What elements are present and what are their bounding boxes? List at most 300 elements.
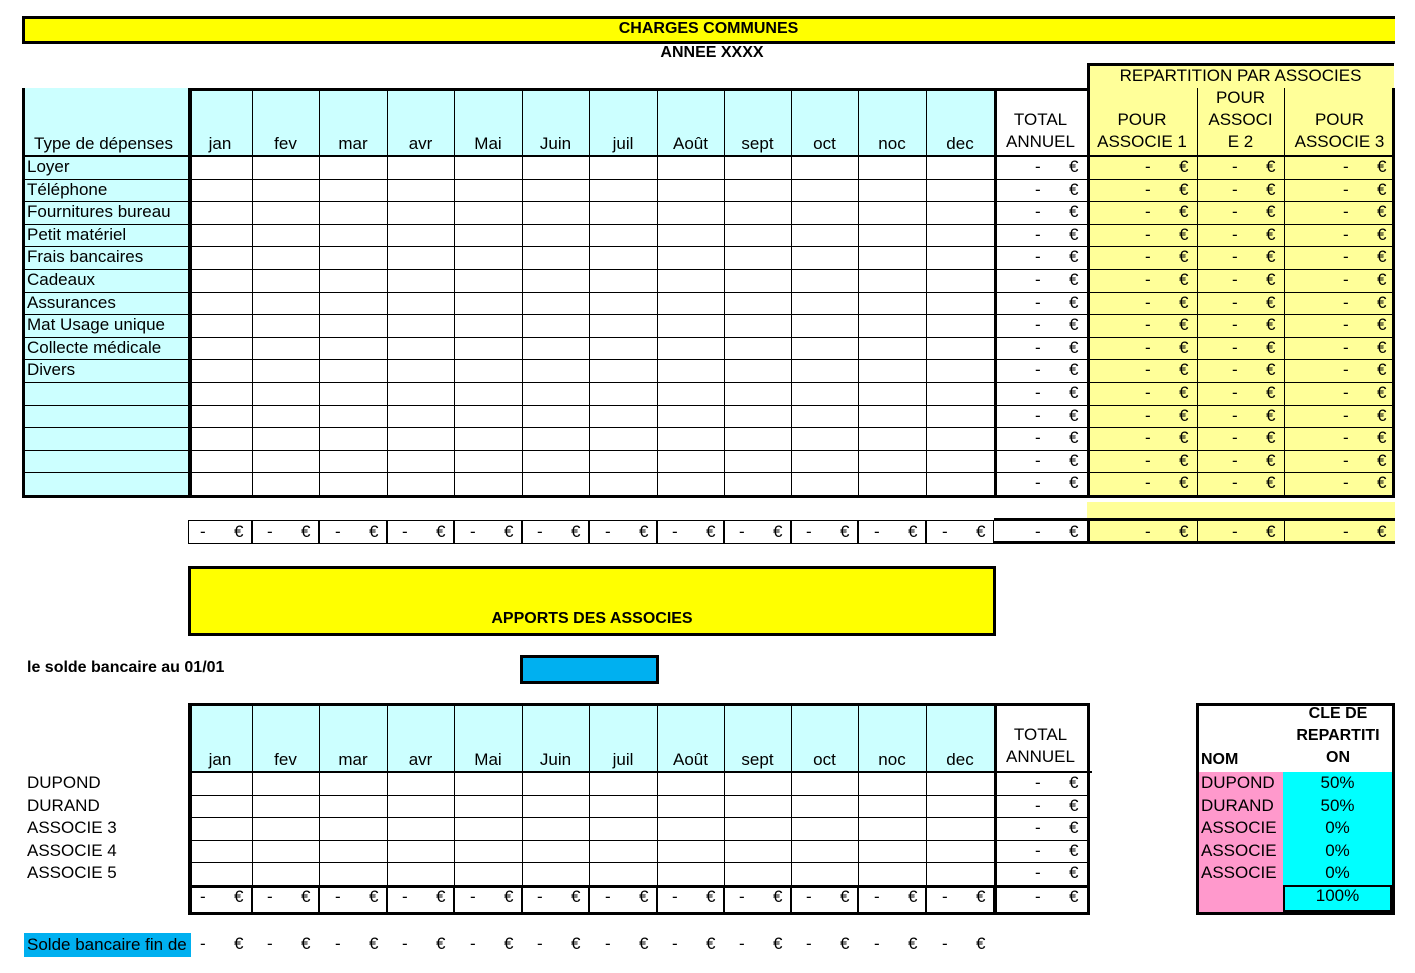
month-cell[interactable] [319, 179, 387, 202]
assoc-euro: € [1377, 473, 1387, 493]
assoc-dash: - [1343, 450, 1349, 470]
month-cell[interactable] [188, 246, 252, 269]
month-cell[interactable] [387, 314, 454, 337]
cle-percent: 0% [1325, 863, 1350, 883]
month-cell[interactable] [589, 359, 657, 382]
apports-cell[interactable] [589, 862, 657, 885]
month-cell[interactable] [387, 292, 454, 315]
month-cell[interactable] [657, 382, 724, 405]
month-total-dash: - [267, 522, 273, 541]
month-cell[interactable] [454, 450, 522, 473]
month-cell[interactable] [724, 450, 791, 473]
month-cell[interactable] [454, 246, 522, 269]
month-cell[interactable] [319, 472, 387, 495]
month-cell[interactable] [522, 292, 589, 315]
month-cell[interactable] [188, 337, 252, 360]
cle-name-foot [1199, 885, 1283, 912]
apports-cell[interactable] [522, 817, 589, 840]
month-cell[interactable] [454, 382, 522, 405]
apports-cell[interactable] [252, 840, 319, 863]
month-cell[interactable] [926, 382, 994, 405]
month-cell[interactable] [454, 472, 522, 495]
assoc-dash: - [1232, 337, 1238, 357]
month-cell[interactable] [252, 269, 319, 292]
month-cell[interactable] [252, 224, 319, 247]
annual-total-dash: - [1035, 522, 1041, 541]
month-cell[interactable] [858, 472, 926, 495]
month-cell[interactable] [589, 201, 657, 224]
month-cell[interactable] [188, 382, 252, 405]
solde-input[interactable] [520, 655, 659, 684]
month-cell[interactable] [589, 472, 657, 495]
month-header-label: dec [946, 134, 974, 153]
assoc-dash: - [1343, 405, 1349, 425]
assoc-dash: - [1343, 157, 1349, 176]
apports-cell[interactable] [926, 862, 994, 885]
month-cell[interactable] [791, 201, 858, 224]
apports-cell[interactable] [657, 772, 724, 795]
apports-cell[interactable] [791, 795, 858, 818]
month-cell[interactable] [724, 292, 791, 315]
month-cell[interactable] [522, 224, 589, 247]
month-cell[interactable] [791, 359, 858, 382]
cle-name: DUPOND [1201, 773, 1275, 792]
month-cell[interactable] [791, 382, 858, 405]
month-cell[interactable] [319, 359, 387, 382]
month-cell[interactable] [926, 179, 994, 202]
table-header-bottom [22, 155, 1395, 157]
month-cell[interactable] [454, 179, 522, 202]
month-cell[interactable] [319, 292, 387, 315]
apports-cell[interactable] [589, 772, 657, 795]
month-cell[interactable] [522, 472, 589, 495]
apports-cell[interactable] [522, 862, 589, 885]
month-total-euro: € [976, 522, 986, 541]
apports-cell[interactable] [188, 840, 252, 863]
month-cell[interactable] [657, 405, 724, 428]
month-cell[interactable] [387, 427, 454, 450]
month-cell[interactable] [589, 224, 657, 247]
month-cell[interactable] [791, 269, 858, 292]
month-cell[interactable] [589, 337, 657, 360]
month-cell[interactable] [252, 427, 319, 450]
month-cell[interactable] [657, 224, 724, 247]
month-cell[interactable] [188, 450, 252, 473]
assoc-euro: € [1377, 405, 1387, 425]
month-cell[interactable] [791, 179, 858, 202]
month-cell[interactable] [589, 450, 657, 473]
apports-cell[interactable] [657, 817, 724, 840]
month-cell[interactable] [926, 201, 994, 224]
month-cell[interactable] [589, 246, 657, 269]
apports-month-label: Juin [539, 750, 572, 769]
apports-cell[interactable] [387, 862, 454, 885]
apports-cell[interactable] [454, 840, 522, 863]
apports-cell[interactable] [522, 772, 589, 795]
apports-cell[interactable] [522, 840, 589, 863]
month-cell[interactable] [926, 427, 994, 450]
apports-cell[interactable] [724, 772, 791, 795]
apports-cell[interactable] [252, 862, 319, 885]
month-cell[interactable] [252, 405, 319, 428]
month-cell[interactable] [522, 405, 589, 428]
month-cell[interactable] [319, 314, 387, 337]
month-cell[interactable] [522, 382, 589, 405]
solde-fin-euro: € [234, 934, 244, 953]
apports-cell[interactable] [724, 817, 791, 840]
month-cell[interactable] [724, 156, 791, 179]
month-cell[interactable] [454, 292, 522, 315]
month-cell[interactable] [657, 179, 724, 202]
month-cell[interactable] [188, 427, 252, 450]
apports-cell[interactable] [724, 862, 791, 885]
month-cell[interactable] [188, 405, 252, 428]
month-cell[interactable] [589, 382, 657, 405]
month-cell[interactable] [926, 246, 994, 269]
month-cell[interactable] [657, 337, 724, 360]
month-header-label: mar [338, 134, 368, 153]
month-cell[interactable] [319, 450, 387, 473]
month-cell[interactable] [522, 427, 589, 450]
assoc-euro: € [1266, 247, 1276, 267]
month-cell[interactable] [454, 359, 522, 382]
month-cell[interactable] [926, 292, 994, 315]
month-cell[interactable] [791, 292, 858, 315]
month-cell[interactable] [522, 269, 589, 292]
month-cell[interactable] [926, 359, 994, 382]
month-cell[interactable] [791, 314, 858, 337]
month-cell[interactable] [926, 224, 994, 247]
apports-cell[interactable] [791, 840, 858, 863]
month-cell[interactable] [858, 382, 926, 405]
month-cell[interactable] [657, 269, 724, 292]
month-cell[interactable] [724, 201, 791, 224]
assoc-dash: - [1343, 270, 1349, 289]
month-cell[interactable] [791, 246, 858, 269]
apports-cell[interactable] [454, 817, 522, 840]
month-cell[interactable] [252, 337, 319, 360]
apports-cell[interactable] [926, 840, 994, 863]
apports-cell[interactable] [926, 795, 994, 818]
apports-cell[interactable] [589, 817, 657, 840]
month-cell[interactable] [319, 337, 387, 360]
apports-grand-total-dash: - [1035, 887, 1041, 906]
month-cell[interactable] [252, 156, 319, 179]
apports-cell[interactable] [454, 795, 522, 818]
month-cell[interactable] [252, 179, 319, 202]
month-cell[interactable] [188, 201, 252, 224]
apports-cell[interactable] [188, 862, 252, 885]
month-cell[interactable] [252, 359, 319, 382]
apports-cell[interactable] [657, 795, 724, 818]
month-cell[interactable] [657, 201, 724, 224]
month-cell[interactable] [319, 382, 387, 405]
month-cell[interactable] [188, 224, 252, 247]
month-cell[interactable] [657, 246, 724, 269]
month-cell[interactable] [188, 472, 252, 495]
month-cell[interactable] [724, 359, 791, 382]
apports-cell[interactable] [791, 772, 858, 795]
month-cell[interactable] [454, 405, 522, 428]
month-cell[interactable] [724, 224, 791, 247]
month-cell[interactable] [926, 156, 994, 179]
month-cell[interactable] [858, 246, 926, 269]
month-cell[interactable] [858, 201, 926, 224]
month-cell[interactable] [319, 427, 387, 450]
assoc-euro: € [1266, 179, 1276, 199]
month-cell[interactable] [387, 224, 454, 247]
month-cell[interactable] [252, 201, 319, 224]
month-cell[interactable] [188, 359, 252, 382]
apports-cell[interactable] [926, 772, 994, 795]
apports-total-dash: - [1035, 795, 1041, 815]
month-total-euro: € [639, 522, 649, 541]
month-cell[interactable] [724, 314, 791, 337]
apports-cell[interactable] [926, 817, 994, 840]
month-cell[interactable] [926, 450, 994, 473]
month-cell[interactable] [454, 156, 522, 179]
month-cell[interactable] [926, 269, 994, 292]
apports-cell[interactable] [657, 862, 724, 885]
month-cell[interactable] [319, 405, 387, 428]
month-cell[interactable] [858, 269, 926, 292]
month-cell[interactable] [387, 405, 454, 428]
assoc-euro: € [1179, 337, 1189, 357]
month-cell[interactable] [319, 269, 387, 292]
assoc-dash: - [1145, 360, 1151, 380]
apports-cell[interactable] [319, 862, 387, 885]
associate-totals-top-strip [1087, 502, 1395, 518]
apports-cell[interactable] [319, 795, 387, 818]
month-cell[interactable] [724, 179, 791, 202]
month-cell[interactable] [252, 292, 319, 315]
month-cell[interactable] [522, 337, 589, 360]
apports-cell[interactable] [724, 840, 791, 863]
apports-associate-name: DUPOND [27, 773, 101, 792]
apports-cell[interactable] [188, 772, 252, 795]
month-cell[interactable] [791, 156, 858, 179]
charges-totals-row [188, 518, 1395, 544]
apports-cell[interactable] [252, 795, 319, 818]
month-cell[interactable] [319, 246, 387, 269]
month-cell[interactable] [387, 359, 454, 382]
apports-cell[interactable] [791, 862, 858, 885]
month-cell[interactable] [724, 472, 791, 495]
month-cell[interactable] [387, 269, 454, 292]
apports-table [22, 703, 1092, 915]
solde-fin-euro: € [908, 934, 918, 953]
cle-name: ASSOCIE [1201, 840, 1277, 860]
month-cell[interactable] [522, 246, 589, 269]
month-cell[interactable] [387, 337, 454, 360]
month-cell[interactable] [791, 405, 858, 428]
month-cell[interactable] [791, 450, 858, 473]
assoc-dash: - [1145, 202, 1151, 222]
month-cell[interactable] [319, 201, 387, 224]
month-cell[interactable] [858, 427, 926, 450]
apports-month-total-dash: - [739, 887, 745, 906]
apports-total-euro: € [1069, 863, 1079, 883]
month-cell[interactable] [926, 405, 994, 428]
month-cell[interactable] [387, 382, 454, 405]
assoc-euro: € [1377, 450, 1387, 470]
month-cell[interactable] [589, 179, 657, 202]
month-cell[interactable] [724, 382, 791, 405]
apports-month-total-euro: € [773, 887, 783, 906]
month-cell[interactable] [188, 269, 252, 292]
apports-cell[interactable] [858, 795, 926, 818]
month-cell[interactable] [589, 314, 657, 337]
month-cell[interactable] [724, 427, 791, 450]
month-cell[interactable] [188, 292, 252, 315]
month-cell[interactable] [791, 472, 858, 495]
month-cell[interactable] [858, 179, 926, 202]
month-cell[interactable] [791, 224, 858, 247]
month-cell[interactable] [858, 450, 926, 473]
month-cell[interactable] [858, 314, 926, 337]
month-cell[interactable] [657, 314, 724, 337]
total-euro: € [1069, 450, 1079, 470]
apports-cell[interactable] [454, 862, 522, 885]
month-cell[interactable] [454, 427, 522, 450]
assoc-dash: - [1232, 405, 1238, 425]
month-cell[interactable] [454, 224, 522, 247]
month-cell[interactable] [791, 427, 858, 450]
apports-total-dash: - [1035, 863, 1041, 883]
month-cell[interactable] [926, 314, 994, 337]
month-cell[interactable] [252, 246, 319, 269]
month-header-label: sept [741, 134, 774, 153]
apports-cell[interactable] [791, 817, 858, 840]
month-cell[interactable] [319, 224, 387, 247]
apports-cell[interactable] [188, 817, 252, 840]
month-cell[interactable] [188, 314, 252, 337]
month-cell[interactable] [387, 156, 454, 179]
total-dash: - [1035, 360, 1041, 380]
apports-cell[interactable] [387, 817, 454, 840]
solde-fin-dash: - [335, 934, 341, 953]
month-cell[interactable] [387, 450, 454, 473]
month-cell[interactable] [589, 405, 657, 428]
month-cell[interactable] [657, 450, 724, 473]
month-cell[interactable] [858, 337, 926, 360]
assoc-dash: - [1145, 405, 1151, 425]
month-cell[interactable] [589, 427, 657, 450]
month-cell[interactable] [522, 359, 589, 382]
month-cell[interactable] [454, 314, 522, 337]
apports-associate-name: DURAND [27, 795, 100, 815]
apports-month-total-euro: € [976, 887, 986, 906]
apports-cell[interactable] [589, 840, 657, 863]
month-cell[interactable] [724, 246, 791, 269]
month-cell[interactable] [724, 405, 791, 428]
month-cell[interactable] [657, 292, 724, 315]
month-cell[interactable] [926, 337, 994, 360]
month-cell[interactable] [387, 472, 454, 495]
month-total-dash: - [806, 522, 812, 541]
apports-cell[interactable] [454, 772, 522, 795]
month-cell[interactable] [522, 179, 589, 202]
month-cell[interactable] [454, 269, 522, 292]
total-euro: € [1069, 270, 1079, 289]
apports-cell[interactable] [522, 795, 589, 818]
month-cell[interactable] [387, 179, 454, 202]
apports-cell[interactable] [319, 840, 387, 863]
apports-cell[interactable] [657, 840, 724, 863]
apports-cell[interactable] [387, 772, 454, 795]
month-cell[interactable] [522, 450, 589, 473]
month-cell[interactable] [657, 156, 724, 179]
month-cell[interactable] [387, 201, 454, 224]
month-cell[interactable] [252, 314, 319, 337]
apports-month-total-euro: € [504, 887, 514, 906]
month-cell[interactable] [926, 472, 994, 495]
month-cell[interactable] [252, 450, 319, 473]
month-cell[interactable] [657, 472, 724, 495]
month-cell[interactable] [522, 156, 589, 179]
apports-cell[interactable] [858, 862, 926, 885]
month-cell[interactable] [188, 156, 252, 179]
table-month-left-border [188, 88, 192, 498]
apports-cell[interactable] [319, 772, 387, 795]
month-cell[interactable] [188, 179, 252, 202]
assoc-dash: - [1232, 383, 1238, 402]
month-cell[interactable] [858, 224, 926, 247]
apports-cell[interactable] [319, 817, 387, 840]
apports-cell[interactable] [858, 840, 926, 863]
apports-cell[interactable] [858, 817, 926, 840]
month-cell[interactable] [724, 337, 791, 360]
total-euro: € [1069, 360, 1079, 380]
apports-cell[interactable] [858, 772, 926, 795]
month-cell[interactable] [589, 292, 657, 315]
apports-month-total-dash: - [874, 887, 880, 906]
month-cell[interactable] [522, 201, 589, 224]
month-cell[interactable] [589, 269, 657, 292]
apports-cell[interactable] [724, 795, 791, 818]
apports-cell[interactable] [387, 840, 454, 863]
month-cell[interactable] [319, 156, 387, 179]
month-cell[interactable] [454, 337, 522, 360]
solde-fin-label: Solde bancaire fin de [27, 935, 187, 954]
month-cell[interactable] [522, 314, 589, 337]
month-cell[interactable] [858, 292, 926, 315]
assoc-euro: € [1377, 337, 1387, 357]
apports-cell[interactable] [252, 817, 319, 840]
month-cell[interactable] [858, 359, 926, 382]
month-cell[interactable] [387, 246, 454, 269]
month-cell[interactable] [657, 427, 724, 450]
month-cell[interactable] [252, 382, 319, 405]
month-total-dash: - [537, 522, 543, 541]
apports-cell[interactable] [387, 795, 454, 818]
month-header-label: Mai [474, 134, 502, 153]
month-cell[interactable] [791, 337, 858, 360]
month-cell[interactable] [252, 472, 319, 495]
month-cell[interactable] [454, 201, 522, 224]
month-cell[interactable] [657, 359, 724, 382]
solde-fin-dash: - [942, 934, 948, 953]
apports-cell[interactable] [188, 795, 252, 818]
month-cell[interactable] [724, 269, 791, 292]
month-cell[interactable] [858, 405, 926, 428]
assoc-euro: € [1266, 157, 1276, 176]
apports-month-total-euro: € [301, 887, 311, 906]
apports-cell[interactable] [252, 772, 319, 795]
month-cell[interactable] [858, 156, 926, 179]
month-cell[interactable] [589, 156, 657, 179]
apports-cell[interactable] [589, 795, 657, 818]
